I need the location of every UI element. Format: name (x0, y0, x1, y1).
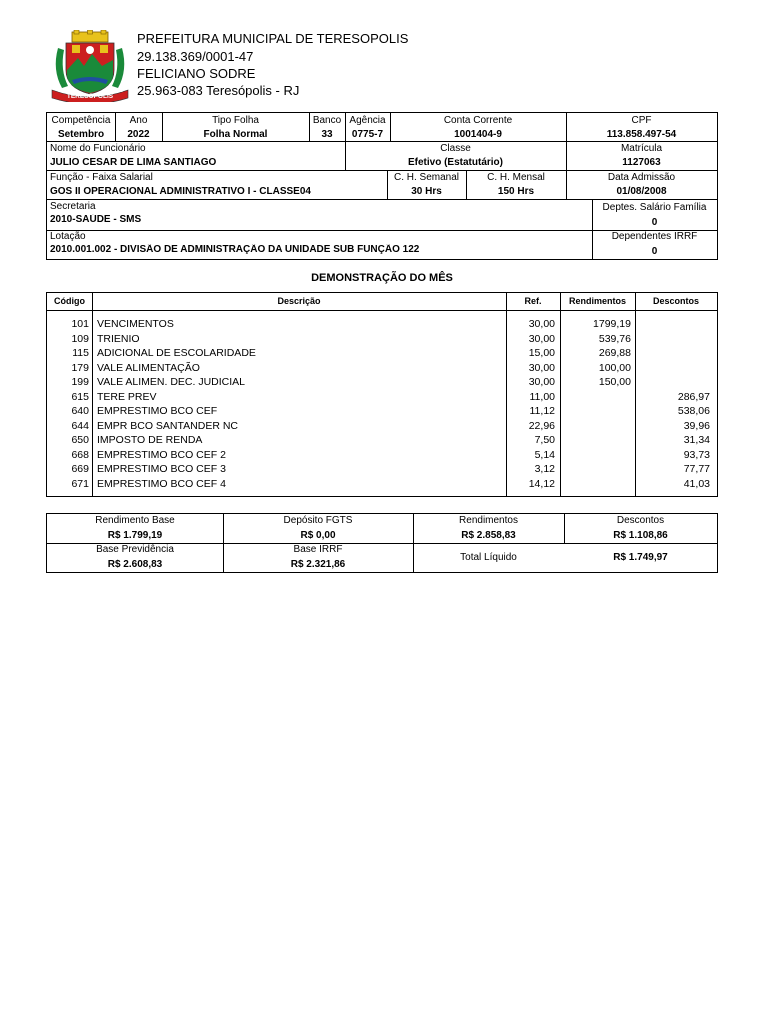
item-desconto: 538,06 (677, 405, 710, 417)
ano-label: Ano (129, 115, 148, 126)
item-rendimento: 150,00 (598, 376, 631, 388)
classe-label: Classe (440, 143, 471, 154)
table-row (47, 433, 717, 448)
item-ref: 11,12 (529, 405, 555, 417)
table-row (47, 390, 717, 405)
matricula-label: Matrícula (620, 143, 663, 154)
item-code: 669 (71, 463, 89, 475)
cpf-value: 113.858.497-54 (606, 129, 677, 140)
item-code: 109 (71, 332, 89, 345)
ch-mensal-label: C. H. Mensal (487, 172, 545, 183)
crest-ribbon-text: TERESOPOLIS (66, 93, 114, 100)
nome-label: Nome do Funcionário (50, 143, 146, 154)
nome-value: JULIO CESAR DE LIMA SANTIAGO (50, 157, 217, 168)
header-ref: Ref. (524, 296, 542, 306)
base-irrf-value: R$ 2.321,86 (290, 559, 346, 570)
classe-value: Efetivo (Estatutário) (407, 157, 503, 168)
competencia-value: Setembro (57, 129, 105, 140)
item-description: IMPOSTO DE RENDA (97, 434, 203, 446)
header-descricao: Descrição (277, 296, 321, 306)
item-desconto: 286,97 (677, 390, 710, 403)
item-ref: 7,50 (534, 434, 555, 446)
ano-value: 2022 (127, 129, 150, 140)
item-rendimento: 539,76 (598, 332, 631, 345)
table-row (47, 462, 717, 477)
item-code: 640 (71, 405, 89, 417)
header-city: 25.963-083 Teresópolis - RJ (137, 83, 300, 98)
item-ref: 3,12 (534, 463, 555, 475)
item-rendimento: 1799,19 (593, 318, 631, 330)
funcao-label: Função - Faixa Salarial (50, 172, 153, 183)
item-description: EMPRESTIMO BCO CEF (97, 405, 218, 417)
table-row (47, 375, 717, 390)
item-description: EMPRESTIMO BCO CEF 4 (97, 477, 226, 490)
base-irrf-label: Base IRRF (293, 544, 343, 555)
total-liquido-label: Total Líquido (460, 552, 517, 563)
item-desconto: 39,96 (683, 419, 710, 432)
table-row (47, 317, 717, 332)
deptes-salario-familia-value: 0 (651, 217, 658, 228)
employee-info-grid (46, 112, 718, 260)
banco-label: Banco (312, 115, 342, 126)
competencia-label: Competência (51, 115, 111, 126)
item-code: 668 (71, 448, 89, 461)
dependentes-irrf-value: 0 (651, 246, 658, 257)
cpf-label: CPF (631, 115, 652, 126)
base-previdencia-value: R$ 2.608,83 (107, 559, 163, 570)
item-ref: 14,12 (528, 477, 555, 490)
item-desconto: 41,03 (683, 477, 710, 490)
item-rendimento: 269,88 (598, 347, 631, 359)
item-ref: 15,00 (528, 347, 555, 359)
conta-corrente-value: 1001404-9 (454, 129, 502, 140)
item-description: ADICIONAL DE ESCOLARIDADE (97, 347, 256, 359)
table-row (47, 448, 717, 463)
rendimentos-total-value: R$ 2.858,83 (461, 530, 516, 541)
item-desconto: 31,34 (683, 434, 710, 446)
deposito-fgts-value: R$ 0,00 (300, 530, 336, 541)
ch-mensal-value: 150 Hrs (497, 186, 535, 197)
item-code: 101 (71, 318, 89, 330)
agencia-label: Agência (349, 115, 386, 126)
secretaria-label: Secretaria (50, 201, 96, 212)
data-admissao-label: Data Admissão (607, 172, 676, 183)
lotacao-label: Lotação (50, 231, 86, 242)
item-description: VALE ALIMEN. DEC. JUDICIAL (97, 376, 246, 388)
item-code: 644 (71, 419, 89, 432)
data-admissao-value: 01/08/2008 (616, 186, 667, 197)
descontos-total-value: R$ 1.108,86 (613, 530, 668, 541)
items-table (46, 292, 718, 497)
municipal-crest-logo (50, 30, 130, 102)
tipo-folha-value: Folha Normal (203, 129, 268, 140)
item-description: TRIENIO (97, 332, 140, 345)
header-street: FELICIANO SODRE (137, 66, 256, 81)
item-code: 179 (71, 361, 89, 374)
item-desconto: 93,73 (683, 448, 710, 461)
conta-corrente-label: Conta Corrente (443, 115, 513, 126)
item-ref: 30,00 (528, 361, 555, 374)
item-code: 650 (71, 434, 89, 446)
header-codigo: Código (54, 296, 85, 306)
base-previdencia-label: Base Previdência (96, 544, 174, 555)
secretaria-value: 2010-SAÚDE - SMS (50, 214, 142, 225)
item-description: EMPRESTIMO BCO CEF 2 (97, 448, 226, 461)
item-description: EMPR BCO SANTANDER NC (97, 419, 238, 432)
rendimentos-total-label: Rendimentos (459, 515, 518, 526)
totals-box (46, 513, 718, 573)
crest-year-left: 1891 (58, 88, 67, 93)
item-ref: 30,00 (528, 332, 555, 345)
item-description: VENCIMENTOS (97, 318, 174, 330)
matricula-value: 1127063 (622, 157, 661, 168)
item-code: 199 (71, 376, 89, 388)
rendimento-base-label: Rendimento Base (95, 515, 175, 526)
dependentes-irrf-label: Dependentes IRRF (611, 231, 698, 242)
item-code: 615 (71, 390, 89, 403)
total-liquido-value: R$ 1.749,97 (613, 552, 668, 563)
table-row (47, 419, 717, 434)
header-municipality-name: PREFEITURA MUNICIPAL DE TERESOPOLIS (137, 31, 409, 46)
item-description: TERE PREV (97, 390, 157, 403)
crest-year-right: 1891 (114, 88, 123, 93)
table-row (47, 404, 717, 419)
section-title: DEMONSTRAÇÃO DO MÊS (311, 272, 453, 284)
descontos-total-label: Descontos (616, 515, 665, 526)
item-rendimento: 100,00 (598, 361, 631, 374)
item-description: EMPRESTIMO BCO CEF 3 (97, 463, 226, 475)
deptes-salario-familia-label: Deptes. Salário Família (602, 202, 707, 213)
lotacao-value: 2010.001.002 - DIVISÃO DE ADMINISTRAÇÃO DA UNIDADE SUB FUNÇÃO 122 (50, 244, 420, 255)
item-ref: 22,96 (528, 419, 555, 432)
item-ref: 11,00 (529, 390, 555, 403)
rendimento-base-value: R$ 1.799,19 (107, 530, 163, 541)
tipo-folha-label: Tipo Folha (212, 115, 259, 126)
item-code: 115 (72, 347, 89, 359)
table-row (47, 477, 717, 492)
header-rendimentos: Rendimentos (568, 296, 626, 306)
agencia-value: 0775-7 (351, 129, 384, 140)
table-row (47, 346, 717, 361)
banco-value: 33 (321, 129, 333, 140)
item-ref: 30,00 (528, 376, 555, 388)
item-description: VALE ALIMENTAÇÃO (97, 361, 200, 374)
header-cnpj: 29.138.369/0001-47 (137, 49, 254, 64)
funcao-value: GOS II OPERACIONAL ADMINISTRATIVO I - CLASSE04 (50, 186, 311, 197)
table-row (47, 332, 717, 347)
item-ref: 5,14 (534, 448, 555, 461)
item-ref: 30,00 (528, 318, 555, 330)
item-desconto: 77,77 (683, 463, 710, 475)
item-code: 671 (71, 477, 89, 490)
ch-semanal-label: C. H. Semanal (393, 172, 460, 183)
deposito-fgts-label: Depósito FGTS (283, 515, 353, 526)
header-descontos: Descontos (652, 296, 699, 306)
table-row (47, 361, 717, 376)
ch-semanal-value: 30 Hrs (411, 186, 442, 197)
